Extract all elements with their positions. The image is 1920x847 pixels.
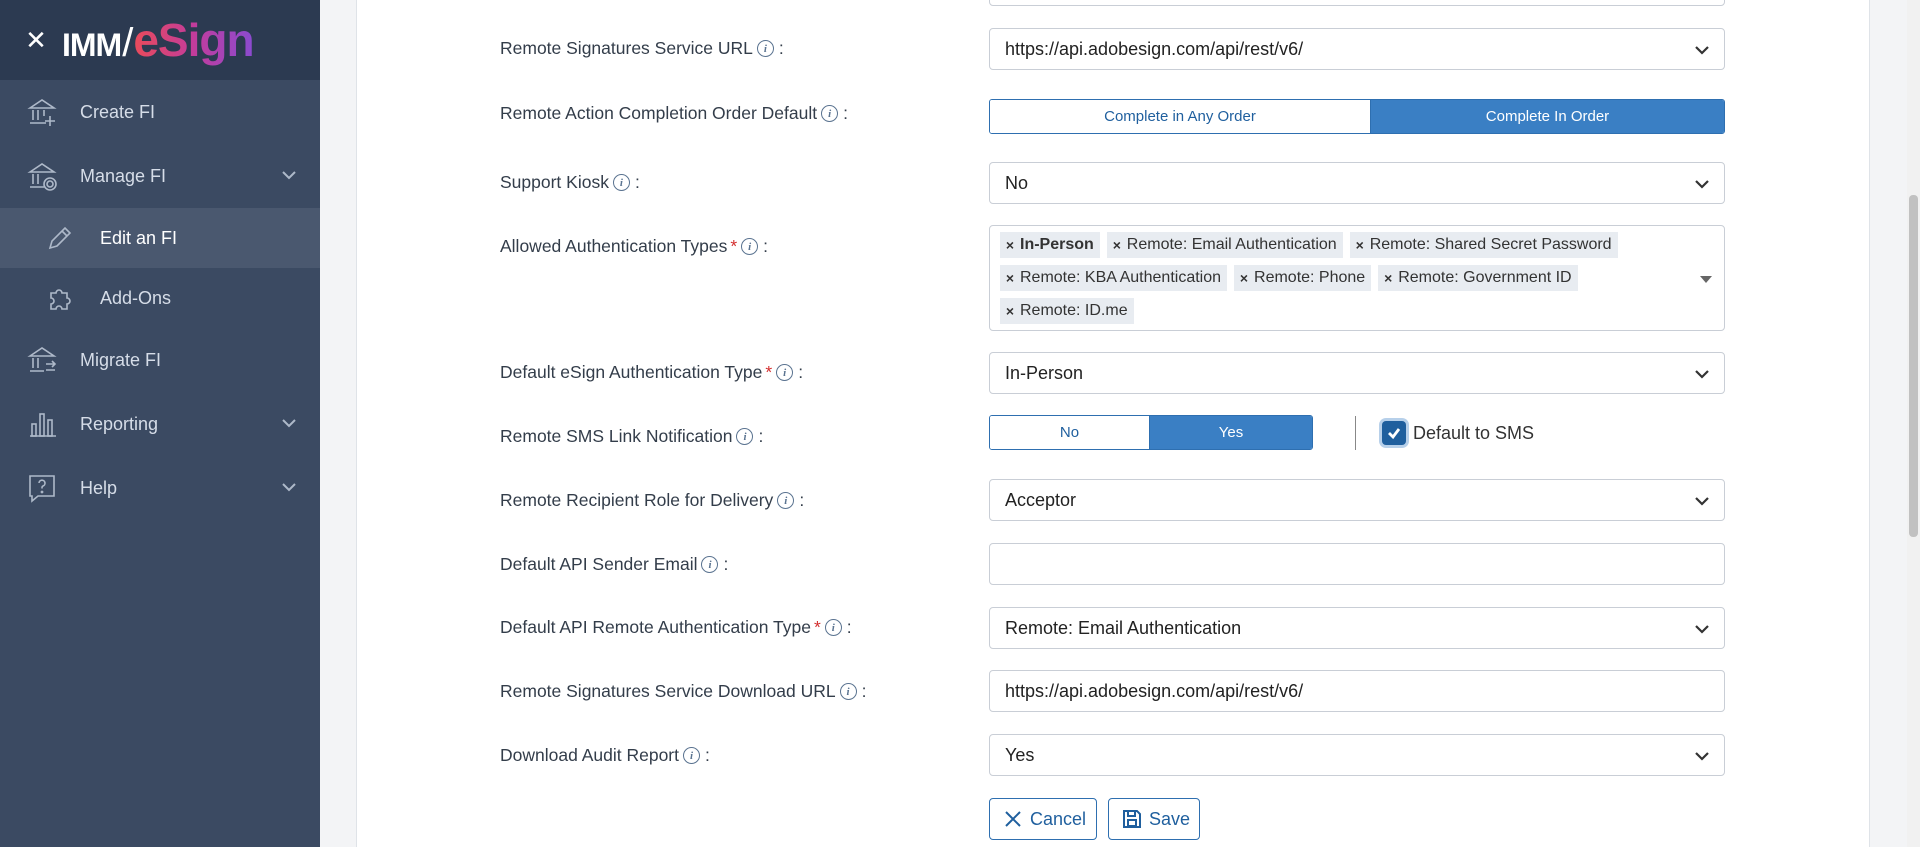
tag-label: In-Person	[1020, 236, 1094, 253]
chevron-down-icon	[1694, 42, 1710, 58]
select-value: In-Person	[1005, 362, 1084, 383]
info-icon[interactable]: i	[736, 428, 753, 445]
help-bubble-icon	[22, 468, 62, 508]
cancel-button[interactable]	[989, 798, 1097, 840]
sidebar-item-label: Create FI	[80, 101, 156, 122]
info-icon[interactable]: i	[613, 174, 630, 191]
tag-label: Remote: ID.me	[1020, 302, 1128, 319]
sidebar-item-label: Help	[80, 477, 118, 498]
sidebar-item-migrate-fi[interactable]	[0, 328, 320, 392]
option-in-order[interactable]: Complete In Order	[1370, 100, 1724, 133]
input-value: https://api.adobesign.com/api/rest/v6/	[1005, 680, 1304, 701]
sidebar-item-add-ons[interactable]	[0, 268, 320, 328]
auth-types-multiselect[interactable]	[989, 225, 1725, 331]
label-text: Remote Signatures Service URL	[500, 38, 753, 58]
info-icon[interactable]: i	[821, 105, 838, 122]
select-value: No	[1005, 172, 1029, 193]
bank-transfer-icon	[22, 340, 62, 380]
field-label: Default API Remote Authentication Type * i :	[500, 617, 852, 637]
sidebar-item-label: Add-Ons	[100, 287, 172, 308]
required-marker: *	[765, 362, 773, 382]
default-auth-select[interactable]	[989, 352, 1725, 394]
option-any-order[interactable]: Complete in Any Order	[990, 100, 1370, 133]
select-value: Yes	[1005, 744, 1035, 765]
remove-tag-icon[interactable]: ×	[1005, 237, 1015, 253]
sms-link-row	[500, 426, 763, 447]
field-label: Remote Signatures Service URL i :	[500, 38, 784, 58]
button-label: Save	[1149, 808, 1191, 829]
default-auth-row	[500, 362, 803, 383]
sidebar-item-reporting[interactable]	[0, 392, 320, 456]
brand-bar	[0, 0, 320, 80]
remove-tag-icon[interactable]: ×	[1355, 237, 1364, 253]
info-icon[interactable]: i	[776, 364, 793, 381]
bar-chart-icon	[22, 404, 62, 444]
api-remote-auth-select[interactable]	[989, 607, 1725, 649]
bank-add-icon	[22, 92, 62, 132]
tag-chip	[1000, 265, 1227, 291]
label-text: Remote Recipient Role for Delivery	[500, 490, 774, 510]
field-label: Allowed Authentication Types * i :	[500, 236, 769, 256]
label-text: Remote Signatures Service Download URL	[500, 681, 836, 701]
close-icon[interactable]: ✕	[25, 25, 47, 55]
info-icon[interactable]: i	[701, 556, 718, 573]
label-text: Support Kiosk	[500, 172, 609, 192]
sidebar-item-manage-fi[interactable]	[0, 144, 320, 208]
tag-label: Remote: Email Authentication	[1126, 236, 1337, 253]
sidebar-item-label: Migrate FI	[80, 349, 162, 370]
bank-gear-icon	[22, 156, 62, 196]
recipient-role-select[interactable]	[989, 479, 1725, 521]
chevron-down-icon	[1694, 176, 1710, 192]
tag-chip	[1107, 232, 1343, 258]
sender-email-input[interactable]	[989, 543, 1725, 585]
info-icon[interactable]: i	[757, 40, 774, 57]
select-value: Remote: Email Authentication	[1005, 617, 1242, 638]
divider	[1355, 416, 1356, 450]
label-text: Default API Remote Authentication Type	[500, 617, 811, 637]
tag-chip	[1350, 232, 1618, 258]
logo-esign: eSign	[133, 14, 254, 66]
recipient-role-row	[500, 490, 804, 511]
chevron-down-icon	[1694, 748, 1710, 764]
service-url-row	[500, 38, 784, 59]
info-icon[interactable]: i	[777, 492, 794, 509]
audit-report-select[interactable]	[989, 734, 1725, 776]
chevron-down-icon	[1694, 493, 1710, 509]
support-kiosk-select[interactable]	[989, 162, 1725, 204]
sender-email-row	[500, 554, 728, 575]
label-text: Allowed Authentication Types	[500, 236, 728, 256]
sidebar-item-label: Manage FI	[80, 165, 167, 186]
sidebar-item-label: Reporting	[80, 413, 159, 434]
label-text: Default eSign Authentication Type	[500, 362, 763, 382]
close-icon	[1002, 808, 1024, 830]
field-label: Default eSign Authentication Type * i :	[500, 362, 804, 382]
completion-order-row	[500, 103, 848, 124]
label-text: Remote SMS Link Notification	[500, 426, 733, 446]
service-url-select[interactable]	[989, 28, 1725, 70]
pencil-icon	[46, 224, 74, 252]
download-url-row	[500, 681, 866, 702]
remove-tag-icon[interactable]: ×	[1005, 303, 1015, 319]
support-kiosk-row	[500, 172, 640, 193]
remove-tag-icon[interactable]: ×	[1112, 237, 1121, 253]
logo-slash: /	[122, 21, 133, 65]
puzzle-icon	[46, 284, 74, 312]
info-icon[interactable]: i	[683, 747, 700, 764]
option-yes[interactable]: Yes	[1149, 416, 1312, 449]
save-button[interactable]	[1108, 798, 1200, 840]
field-label: Default API Sender Email i :	[500, 554, 729, 574]
tag-chip	[1234, 265, 1371, 291]
sms-link-toggle	[989, 415, 1313, 450]
save-icon	[1121, 808, 1143, 830]
label-text: Remote Action Completion Order Default	[500, 103, 818, 123]
remove-tag-icon[interactable]: ×	[1239, 270, 1249, 286]
default-sms-checkbox[interactable]	[1382, 421, 1406, 445]
sidebar-item-help[interactable]	[0, 456, 320, 520]
caret-down-icon[interactable]	[1700, 276, 1712, 283]
chevron-down-icon	[280, 478, 298, 496]
tag-label: Remote: Shared Secret Password	[1369, 236, 1612, 253]
tag-label: Remote: Government ID	[1398, 269, 1572, 286]
label-text: Download Audit Report	[500, 745, 679, 765]
field-label: Remote Action Completion Order Default i :	[500, 103, 848, 123]
select-value: Acceptor	[1005, 489, 1077, 510]
field-label: Remote Recipient Role for Delivery i :	[500, 490, 805, 510]
sidebar-item-edit-fi[interactable]	[0, 208, 320, 268]
chevron-down-icon	[280, 414, 298, 432]
chevron-down-icon	[1694, 366, 1710, 382]
info-icon[interactable]: i	[741, 238, 758, 255]
api-remote-auth-row	[500, 617, 852, 638]
auth-types-row	[500, 236, 768, 257]
field-label: Support Kiosk i :	[500, 172, 640, 192]
remove-tag-icon[interactable]: ×	[1005, 270, 1015, 286]
info-icon[interactable]: i	[840, 683, 857, 700]
tag-chip	[1378, 265, 1577, 291]
required-marker: *	[730, 236, 738, 256]
field-label: Remote SMS Link Notification i :	[500, 426, 764, 446]
sidebar-item-label: Edit an FI	[100, 227, 178, 248]
previous-field-partial[interactable]	[989, 0, 1725, 6]
field-label: Remote Signatures Service Download URL i :	[500, 681, 867, 701]
audit-report-row	[500, 745, 710, 766]
required-marker: *	[813, 617, 821, 637]
app-logo	[62, 13, 254, 67]
tag-chip	[1000, 298, 1134, 324]
chevron-down-icon	[1694, 621, 1710, 637]
tag-label: Remote: KBA Authentication	[1020, 269, 1222, 286]
checkbox-label: Default to SMS	[1413, 423, 1535, 443]
remove-tag-icon[interactable]: ×	[1384, 270, 1393, 286]
tag-chip	[1000, 232, 1100, 258]
download-url-input[interactable]	[989, 670, 1725, 712]
select-value: https://api.adobesign.com/api/rest/v6/	[1005, 38, 1304, 59]
vertical-scrollbar[interactable]	[1907, 0, 1920, 847]
option-no[interactable]: No	[990, 416, 1149, 449]
sidebar	[0, 0, 320, 847]
sidebar-item-create-fi[interactable]	[0, 80, 320, 144]
field-label: Download Audit Report i :	[500, 745, 710, 765]
completion-order-toggle	[989, 99, 1725, 134]
tag-label: Remote: Phone	[1254, 269, 1366, 286]
button-label: Cancel	[1030, 808, 1087, 829]
info-icon[interactable]: i	[825, 619, 842, 636]
check-icon	[1386, 425, 1402, 441]
logo-imm: IMM	[62, 27, 122, 63]
label-text: Default API Sender Email	[500, 554, 698, 574]
chevron-down-icon	[280, 166, 298, 184]
scrollbar-thumb[interactable]	[1909, 195, 1918, 537]
